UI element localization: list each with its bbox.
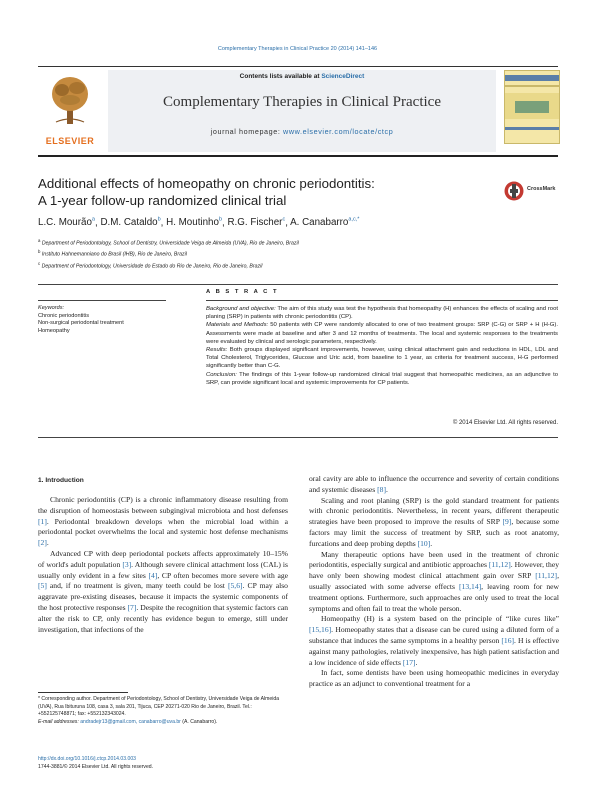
paragraph-text: . bbox=[385, 484, 388, 494]
crossmark-label: CrossMark bbox=[527, 186, 556, 192]
journal-homepage bbox=[108, 127, 496, 136]
footnote-address: * Corresponding author. Department of Periodontology, School of Dentistry, Universidade Veiga de Almeida (UVA), Rua Ibituruna 108, casa 3, sala 201, Tijuca, CEP 20271-020 Rio de Janeiro, Brazil. Tel.: +552125748871; fax: +552132343024. bbox=[38, 696, 280, 718]
introduction-heading: 1. Introduction bbox=[38, 477, 84, 484]
citation-link[interactable]: [16] bbox=[501, 635, 515, 645]
body-paragraph bbox=[38, 549, 288, 635]
masthead-bottom-rule bbox=[38, 155, 558, 157]
paragraph-text: , CP often becomes more severe with age bbox=[157, 570, 288, 580]
doi-block bbox=[38, 756, 153, 772]
body-paragraph bbox=[309, 550, 559, 615]
elsevier-wordmark: ELSEVIER bbox=[45, 136, 95, 146]
keyword-item: Non-surgical periodontal treatment bbox=[38, 320, 124, 327]
crossmark-badge[interactable] bbox=[503, 180, 563, 202]
paragraph-text: . CP may also aggravate pre-existing diseases, because it impacts the systemic components of the host protective responses bbox=[38, 581, 288, 612]
citation-link[interactable]: [8] bbox=[377, 484, 386, 494]
affiliation-c: $^c$ Department of Periodontology, Universidade do Estado do Rio de Janeiro, Rio de Janeiro, Brazil bbox=[38, 260, 263, 270]
citation-link[interactable]: [10] bbox=[417, 538, 431, 548]
keyword-item: Chronic periodontitis bbox=[38, 312, 89, 319]
homepage-prefix: journal homepage: bbox=[210, 127, 284, 136]
body-paragraph bbox=[309, 496, 559, 550]
article-title-line1: Additional effects of homeopathy on chronic periodontitis: bbox=[38, 176, 375, 191]
keywords-rule bbox=[38, 300, 166, 301]
paragraph-text: , usually associated with some adverse effects bbox=[309, 571, 559, 591]
citation-link[interactable]: [3] bbox=[122, 559, 132, 569]
paragraph-text: Homeopathy (H) is a system based on the principle of “like cures like” bbox=[321, 614, 559, 624]
abstract-copyright: © 2014 Elsevier Ltd. All rights reserved. bbox=[452, 420, 558, 426]
author[interactable]: H. Moutinho$^b$ bbox=[166, 217, 223, 229]
citation-link[interactable]: [5] bbox=[38, 581, 47, 591]
issn-line: 1744-3881/© 2014 Elsevier Ltd. All rights reserved. bbox=[38, 763, 154, 770]
abstract-results: Results: Both groups displayed significant improvements, however, using clinical attachment gain and reductions in HDL, LDL and Total Cholesterol, Triglycerides, Glucose and Uric acid, from baseline to 1 year, as criteria for treatment success, H-G performed significantly better than C-G. bbox=[206, 347, 558, 370]
journal-title[interactable]: Complementary Therapies in Clinical Practice bbox=[163, 94, 441, 110]
crossmark-icon bbox=[503, 180, 525, 202]
keywords-title: Keywords: bbox=[38, 305, 65, 311]
abstract-rule bbox=[206, 300, 558, 301]
citation-link[interactable]: [5,6] bbox=[227, 581, 243, 591]
abstract-bottom-rule bbox=[38, 437, 558, 438]
masthead-top-rule bbox=[38, 66, 558, 67]
citation-link[interactable]: [9] bbox=[502, 517, 512, 527]
keywords-block bbox=[38, 305, 166, 335]
affiliations bbox=[38, 237, 558, 271]
article-title bbox=[38, 175, 468, 209]
citation-link[interactable]: [2] bbox=[38, 538, 47, 548]
paragraph-text: . However, they have only been showing modest clinical attachment gain over SRP bbox=[309, 560, 559, 581]
intro-left-column bbox=[38, 495, 288, 635]
paragraph-text: Scaling and root planing (SRP) is the gold standard treatment for patients with chronic periodontitis. Nevertheless, in recent years, different therapeutic strategies have been proposed to improve the results of SRP bbox=[309, 495, 559, 527]
affiliation-a: $^a$ Department of Periodontology, School of Dentistry, Universidade Veiga de Almeida (UVA), Rio de Janeiro, Brazil bbox=[38, 238, 299, 247]
citation-link[interactable]: [13,14] bbox=[459, 581, 482, 591]
paragraph-text: Chronic periodontitis (CP) is a chronic inflammatory disease resulting from the disruption of homeostasis between subgingival microbiota and host defenses bbox=[38, 495, 288, 515]
body-paragraph bbox=[309, 668, 559, 690]
citation-link[interactable]: [4] bbox=[148, 570, 158, 580]
author-list: L.C. Mourão$^a$, D.M. Cataldo$^b$, H. Moutinho$^b$, R.G. Fischer$^c$, A. Canabarro$^{a,c,*}$ bbox=[38, 217, 360, 229]
doi-link[interactable]: http://dx.doi.org/10.1016/j.ctcp.2014.03.003 bbox=[38, 756, 136, 762]
abstract-background: Background and objective: The aim of this study was test the hypothesis that homeopathy (H) enhances the effects of scaling and root planing (SRP) in patients with chronic periodontitis (CP). bbox=[206, 306, 558, 321]
paragraph-text: . bbox=[46, 538, 49, 548]
paragraph-text: . H is effective against many pathologies, relatively inexpensive, has high patient satisfaction and a low incidence of side effects bbox=[309, 635, 560, 667]
paragraph-text: , because some factors may limit the success of treatment by SRP, such as root anatomy, furcations and deep probing depths bbox=[309, 517, 559, 548]
paragraph-text: . bbox=[415, 657, 418, 667]
paragraph-text: , leaving room for new treatment options. Furthermore, such approaches are only used to treat the local symptoms and often fail to treat the whole person. bbox=[309, 581, 559, 613]
abstract-methods: Materials and Methods: 50 patients with CP were randomly allocated to one of two treatment groups: SRP (C-G) or SRP + H (H-G). Assessments were made at baseline and after 3 and 12 months of treatments. The local and systemic responses to the treatments were evaluated by clinical and serologic parameters, respectively. bbox=[206, 322, 558, 345]
author[interactable]: R.G. Fischer$^c$ bbox=[227, 217, 286, 229]
body-paragraph bbox=[309, 614, 559, 668]
body-paragraph bbox=[309, 474, 559, 496]
author[interactable]: L.C. Mourão$^a$ bbox=[38, 217, 95, 229]
citation-link[interactable]: [11,12] bbox=[488, 560, 511, 570]
homepage-link[interactable]: www.elsevier.com/locate/ctcp bbox=[283, 127, 394, 136]
info-top-rule bbox=[38, 284, 558, 285]
citation-link[interactable]: [15,16] bbox=[309, 625, 332, 635]
intro-right-column bbox=[309, 474, 559, 690]
paragraph-text: Advanced CP with deep periodontal pockets affects approximately 10–15% of world's adult population bbox=[38, 548, 288, 569]
corresponding-author-footnote bbox=[38, 696, 290, 726]
citation-link[interactable]: [7] bbox=[127, 602, 137, 612]
elsevier-logo[interactable] bbox=[38, 72, 102, 146]
sciencedirect-link[interactable]: ScienceDirect bbox=[321, 73, 365, 80]
citation-link[interactable]: [1] bbox=[38, 516, 47, 526]
paragraph-text: . Despite the recognition that systemic factors can alter the risk to CP, only recently has evidence begun to emerge, still under investigation, that infections of the bbox=[38, 602, 288, 634]
paragraph-text: . Homeopathy states that a disease can be cured using a diluted form of a substance that induces the same symptoms in a healthy person bbox=[309, 625, 559, 645]
running-header: Complementary Therapies in Clinical Practice 20 (2014) 141–146 bbox=[217, 46, 378, 52]
journal-cover-thumbnail[interactable] bbox=[504, 70, 560, 144]
journal-masthead bbox=[38, 70, 558, 154]
paragraph-text: oral cavity are able to influence the occurrence and severity of certain conditions and systemic diseases bbox=[309, 474, 559, 494]
citation-link[interactable]: [11,12] bbox=[535, 571, 558, 581]
author[interactable]: D.M. Cataldo$^b$ bbox=[100, 217, 161, 229]
contents-line bbox=[108, 73, 496, 80]
keyword-item: Homeopathy bbox=[38, 327, 70, 334]
elsevier-tree-icon bbox=[50, 74, 90, 126]
paragraph-text: . Although severe clinical attachment loss (CAL) is usually only evident in a few sites bbox=[38, 559, 288, 580]
paragraph-text: . Periodontal breakdown develops when the microbial load within a periodontal pocket overwhelms the local and systemic host defense mechanisms bbox=[38, 516, 288, 537]
paragraph-text: In fact, some dentists have been using homeopathic medicines in everyday practice as an adjunct to conventional treatment for a bbox=[309, 668, 559, 689]
paragraph-text: Many therapeutic options have been used in the treatment of chronic periodontitis, especially surgical and antibiotic approaches bbox=[309, 549, 559, 570]
affiliation-b: $^b$ Instituto Hahnemanniano do Brasil (IHB), Rio de Janeiro, Brazil bbox=[38, 249, 187, 259]
author[interactable]: A. Canabarro$^{a,c,*}$ bbox=[290, 217, 360, 229]
footnote-rule bbox=[38, 692, 128, 693]
citation-link[interactable]: [17] bbox=[402, 657, 416, 667]
paragraph-text: and, if no treatment is given, many teeth could be lost bbox=[46, 581, 228, 591]
abstract-label: A B S T R A C T bbox=[206, 289, 279, 295]
abstract-body bbox=[206, 305, 558, 387]
article-title-line2: A 1-year follow-up randomized clinical trial bbox=[38, 193, 287, 208]
journal-header-box bbox=[108, 70, 496, 152]
abstract-conclusion: Conclusion: The findings of this 1-year follow-up randomized clinical trial suggest that homeopathic medicines, as an adjunctive to SRP, can provide significant local and systemic improvements for CP patients. bbox=[206, 371, 558, 386]
footnote-emails: E-mail addresses: andradejr13@gmail.com, canabarro@uva.br (A. Canabarro). bbox=[38, 718, 218, 725]
paragraph-text: . bbox=[430, 538, 433, 548]
body-paragraph bbox=[38, 495, 288, 549]
contents-prefix: Contents lists available at bbox=[239, 73, 322, 80]
email-link[interactable]: andradejr13@gmail.com, canabarro@uva.br bbox=[80, 718, 181, 725]
